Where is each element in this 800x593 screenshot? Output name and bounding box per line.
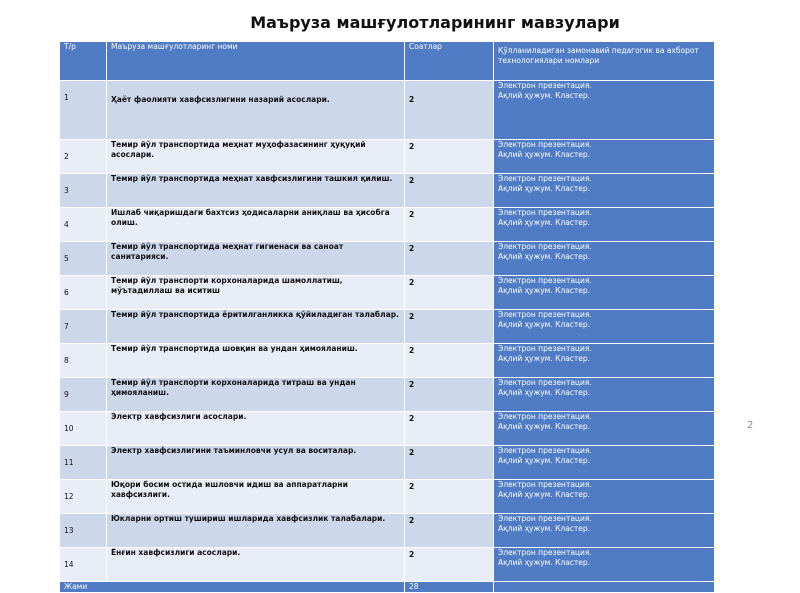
column-header-no: Т/р — [60, 42, 107, 81]
method-brainstorm: Ақлий ҳужум. Кластер. — [498, 456, 591, 465]
lecture-methods — [494, 140, 715, 174]
row-number: 14 — [60, 548, 107, 582]
lecture-hours: 2 — [405, 548, 494, 582]
row-number: 9 — [60, 378, 107, 412]
row-number: 6 — [60, 276, 107, 310]
method-presentation: Электрон презентация. — [498, 480, 592, 489]
lecture-title: Юқори босим остида ишловчи идиш ва аппаратларни хавфсизлиги. — [107, 480, 405, 514]
total-methods-empty — [494, 582, 715, 593]
table-row — [60, 548, 715, 582]
table-row — [60, 378, 715, 412]
method-presentation: Электрон презентация. — [498, 242, 592, 251]
table-row — [60, 81, 715, 140]
page-number: 2 — [747, 420, 754, 431]
lecture-methods — [494, 480, 715, 514]
lecture-title: Юкларни ортиш тушириш ишларида хавфсизлик талабалари. — [107, 514, 405, 548]
method-presentation: Электрон презентация. — [498, 446, 592, 455]
table-row — [60, 242, 715, 276]
method-presentation: Электрон презентация. — [498, 378, 592, 387]
column-header-name: Маъруза машғулотларинг номи — [107, 42, 405, 81]
table-row — [60, 344, 715, 378]
lecture-hours: 2 — [405, 310, 494, 344]
table-row — [60, 446, 715, 480]
method-brainstorm: Ақлий ҳужум. Кластер. — [498, 354, 591, 363]
lecture-methods — [494, 208, 715, 242]
lecture-methods — [494, 81, 715, 140]
method-presentation: Электрон презентация. — [498, 310, 592, 319]
lecture-methods — [494, 514, 715, 548]
method-presentation: Электрон презентация. — [498, 276, 592, 285]
total-label: Жами — [60, 582, 405, 593]
lecture-hours: 2 — [405, 514, 494, 548]
lecture-methods — [494, 446, 715, 480]
lecture-methods — [494, 548, 715, 582]
method-presentation: Электрон презентация. — [498, 174, 592, 183]
lecture-title: Ёнғин хавфсизлиги асослари. — [107, 548, 405, 582]
row-number: 8 — [60, 344, 107, 378]
method-brainstorm: Ақлий ҳужум. Кластер. — [498, 91, 591, 100]
lecture-hours: 2 — [405, 208, 494, 242]
method-brainstorm: Ақлий ҳужум. Кластер. — [498, 184, 591, 193]
row-number: 11 — [60, 446, 107, 480]
method-presentation: Электрон презентация. — [498, 412, 592, 421]
row-number: 10 — [60, 412, 107, 446]
table-row — [60, 514, 715, 548]
table-row — [60, 310, 715, 344]
lecture-hours: 2 — [405, 242, 494, 276]
row-number: 4 — [60, 208, 107, 242]
lecture-methods — [494, 174, 715, 208]
lecture-hours: 2 — [405, 140, 494, 174]
lecture-methods — [494, 378, 715, 412]
method-brainstorm: Ақлий ҳужум. Кластер. — [498, 490, 591, 499]
method-brainstorm: Ақлий ҳужум. Кластер. — [498, 422, 591, 431]
lecture-hours: 2 — [405, 480, 494, 514]
lecture-title: Темир йўл транспортида меҳнат гигиенаси ва саноат санитарияси. — [107, 242, 405, 276]
table-row — [60, 276, 715, 310]
column-header-hours: Соатлар — [405, 42, 494, 81]
lecture-methods — [494, 412, 715, 446]
lecture-title: Темир йўл транспортида шовқин ва ундан ҳимояланиш. — [107, 344, 405, 378]
lecture-hours: 2 — [405, 344, 494, 378]
method-presentation: Электрон презентация. — [498, 140, 592, 149]
table-row — [60, 412, 715, 446]
method-brainstorm: Ақлий ҳужум. Кластер. — [498, 320, 591, 329]
table-row — [60, 480, 715, 514]
lecture-title: Ҳаёт фаолияти хавфсизлигини назарий асослари. — [107, 81, 405, 140]
lecture-title: Электр хавфсизлиги асослари. — [107, 412, 405, 446]
lecture-title: Темир йўл транспорти корхоналарида титраш ва ундан ҳимояланиш. — [107, 378, 405, 412]
lecture-methods — [494, 242, 715, 276]
lecture-title: Темир йўл транспортида меҳнат муҳофазасининг ҳуқуқий асослари. — [107, 140, 405, 174]
row-number: 13 — [60, 514, 107, 548]
table-row — [60, 174, 715, 208]
method-presentation: Электрон презентация. — [498, 81, 592, 90]
method-brainstorm: Ақлий ҳужум. Кластер. — [498, 558, 591, 567]
page-title: Маъруза машғулотларининг мавзулари — [250, 13, 620, 32]
table-footer-row — [60, 582, 715, 593]
lecture-hours: 2 — [405, 174, 494, 208]
method-brainstorm: Ақлий ҳужум. Кластер. — [498, 388, 591, 397]
row-number: 1 — [60, 81, 107, 140]
method-presentation: Электрон презентация. — [498, 514, 592, 523]
method-brainstorm: Ақлий ҳужум. Кластер. — [498, 524, 591, 533]
lecture-title: Темир йўл транспортида ёритилганликка қўйиладиган талаблар. — [107, 310, 405, 344]
method-brainstorm: Ақлий ҳужум. Кластер. — [498, 218, 591, 227]
row-number: 12 — [60, 480, 107, 514]
row-number: 7 — [60, 310, 107, 344]
lecture-title: Электр хавфсизлигини таъминловчи усул ва воситалар. — [107, 446, 405, 480]
method-presentation: Электрон презентация. — [498, 344, 592, 353]
total-hours: 28 — [405, 582, 494, 593]
lecture-hours: 2 — [405, 412, 494, 446]
row-number: 3 — [60, 174, 107, 208]
row-number: 2 — [60, 140, 107, 174]
row-number: 5 — [60, 242, 107, 276]
lecture-title: Темир йўл транспортида меҳнат хавфсизлигини ташкил қилиш. — [107, 174, 405, 208]
table-header-row — [60, 42, 715, 81]
lecture-methods — [494, 276, 715, 310]
lecture-methods — [494, 344, 715, 378]
method-brainstorm: Ақлий ҳужум. Кластер. — [498, 286, 591, 295]
lecture-hours: 2 — [405, 446, 494, 480]
lecture-hours: 2 — [405, 378, 494, 412]
column-header-methods: Қўлланиладиган замонавий педагогик ва ахборот технологиялари номлари — [494, 42, 715, 81]
lecture-hours: 2 — [405, 276, 494, 310]
lectures-table — [59, 41, 715, 593]
method-presentation: Электрон презентация. — [498, 208, 592, 217]
method-brainstorm: Ақлий ҳужум. Кластер. — [498, 150, 591, 159]
method-brainstorm: Ақлий ҳужум. Кластер. — [498, 252, 591, 261]
table-row — [60, 140, 715, 174]
lecture-title: Ишлаб чиқаришдаги бахтсиз ҳодисаларни аниқлаш ва ҳисобга олиш. — [107, 208, 405, 242]
lecture-title: Темир йўл транспорти корхоналарида шамоллатиш, мўътадиллаш ва иситиш — [107, 276, 405, 310]
table-row — [60, 208, 715, 242]
lecture-methods — [494, 310, 715, 344]
lecture-hours: 2 — [405, 81, 494, 140]
method-presentation: Электрон презентация. — [498, 548, 592, 557]
